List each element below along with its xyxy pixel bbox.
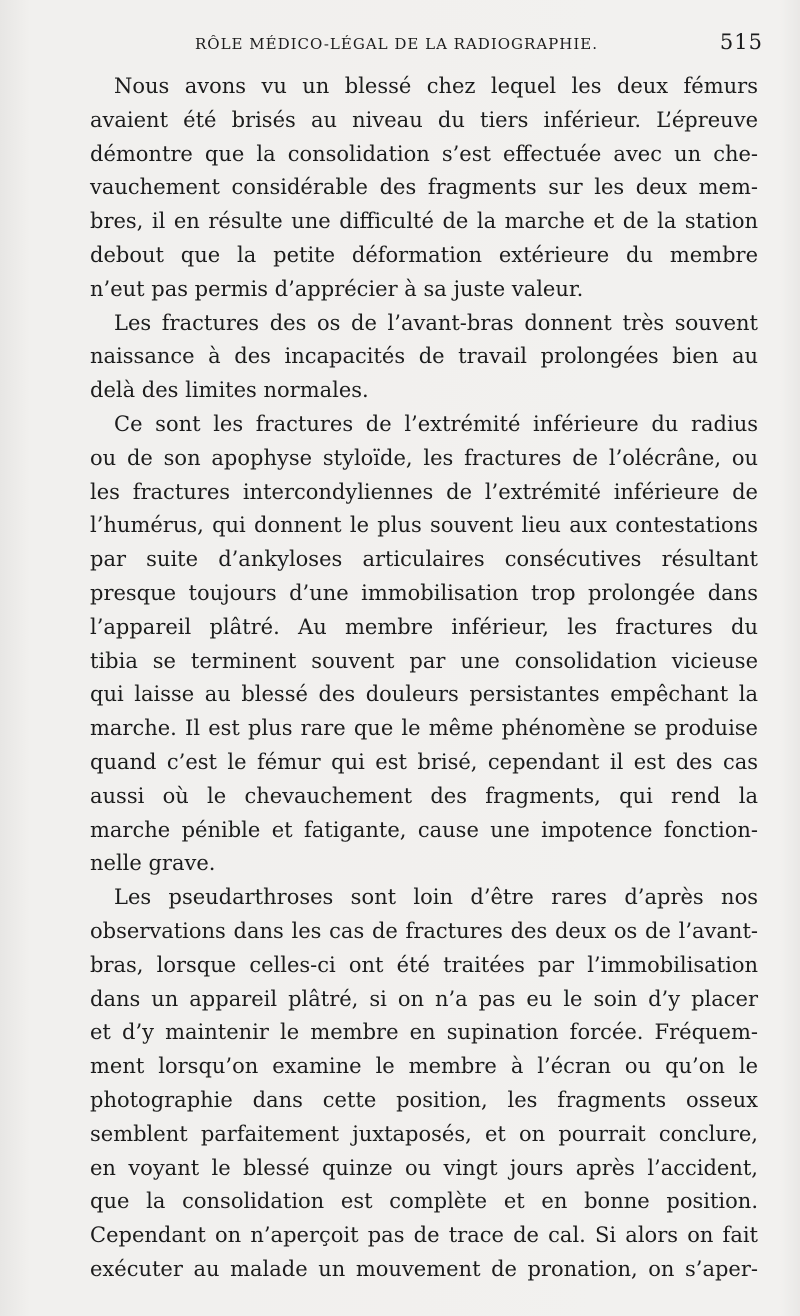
text-line: quand c’est le fémur qui est brisé, cependant il est des cas [90,749,758,774]
text-line: démontre que la consolidation s’est effectuée avec un che- [90,141,758,166]
paragraph [90,307,758,408]
text-line: l’appareil plâtré. Au membre inférieur, les fractures du [90,614,758,639]
paragraph [90,881,758,1287]
text-line: delà des limites normales. [90,378,369,403]
running-head [195,30,763,62]
text-line: marche pénible et fatigante, cause une impotence fonction- [90,817,758,842]
text-line: naissance à des incapacités de travail prolongées bien au [90,344,758,369]
text-line: semblent parfaitement juxtaposés, et on pourrait conclure, [90,1121,758,1146]
paragraph [90,408,758,881]
text-line: par suite d’ankyloses articulaires consécutives résultant [90,547,758,572]
text-line: Cependant on n’aperçoit pas de trace de cal. Si alors on fait [90,1223,758,1248]
text-line: aussi où le chevauchement des fragments, qui rend la [90,783,758,808]
text-line: observations dans les cas de fractures des deux os de l’avant- [90,918,758,943]
text-line: photographie dans cette position, les fragments osseux [90,1087,758,1112]
page-number: 515 [719,30,763,54]
text-line: et d’y maintenir le membre en supination forcée. Fréquem- [90,1020,758,1045]
text-line: en voyant le blessé quinze ou vingt jours après l’accident, [90,1155,758,1180]
text-line: n’eut pas permis d’apprécier à sa juste valeur. [90,276,584,301]
text-line: les fractures intercondyliennes de l’extrémité inférieure de [90,479,758,504]
text-line: exécuter au malade un mouvement de pronation, on s’aper- [90,1256,758,1281]
text-line: bres, il en résulte une difficulté de la marche et de la station [90,209,758,234]
text-line: ou de son apophyse styloïde, les fractures de l’olécrâne, ou [90,445,758,470]
text-line: qui laisse au blessé des douleurs persistantes empêchant la [90,682,758,707]
text-line: vauchement considérable des fragments sur les deux mem- [90,175,758,200]
paragraph [90,70,758,307]
body-text [90,70,758,1287]
text-line: Les fractures des os de l’avant-bras donnent très souvent [114,310,758,335]
text-line: avaient été brisés au niveau du tiers inférieur. L’épreuve [90,107,758,132]
text-line: presque toujours d’une immobilisation trop prolongée dans [90,580,758,605]
text-line: nelle grave. [90,851,216,876]
text-line: ment lorsqu’on examine le membre à l’écran ou qu’on le [90,1054,758,1079]
text-line: dans un appareil plâtré, si on n’a pas eu le soin d’y placer [90,986,758,1011]
text-line: Nous avons vu un blessé chez lequel les deux fémurs [114,74,758,98]
text-line: bras, lorsque celles-ci ont été traitées par l’immobilisation [90,952,758,977]
text-line: Ce sont les fractures de l’extrémité inférieure du radius [114,411,758,436]
running-title: RÔLE MÉDICO-LÉGAL DE LA RADIOGRAPHIE. [195,35,598,53]
text-line: Les pseudarthroses sont loin d’être rares d’après nos [114,885,758,910]
text-line: debout que la petite déformation extérieure du membre [90,242,758,267]
text-line: marche. Il est plus rare que le même phénomène se produise [90,716,758,741]
text-line: que la consolidation est complète et en bonne position. [90,1189,758,1214]
text-line: tibia se terminent souvent par une consolidation vicieuse [90,648,758,673]
text-line: l’humérus, qui donnent le plus souvent lieu aux contestations [90,513,758,538]
